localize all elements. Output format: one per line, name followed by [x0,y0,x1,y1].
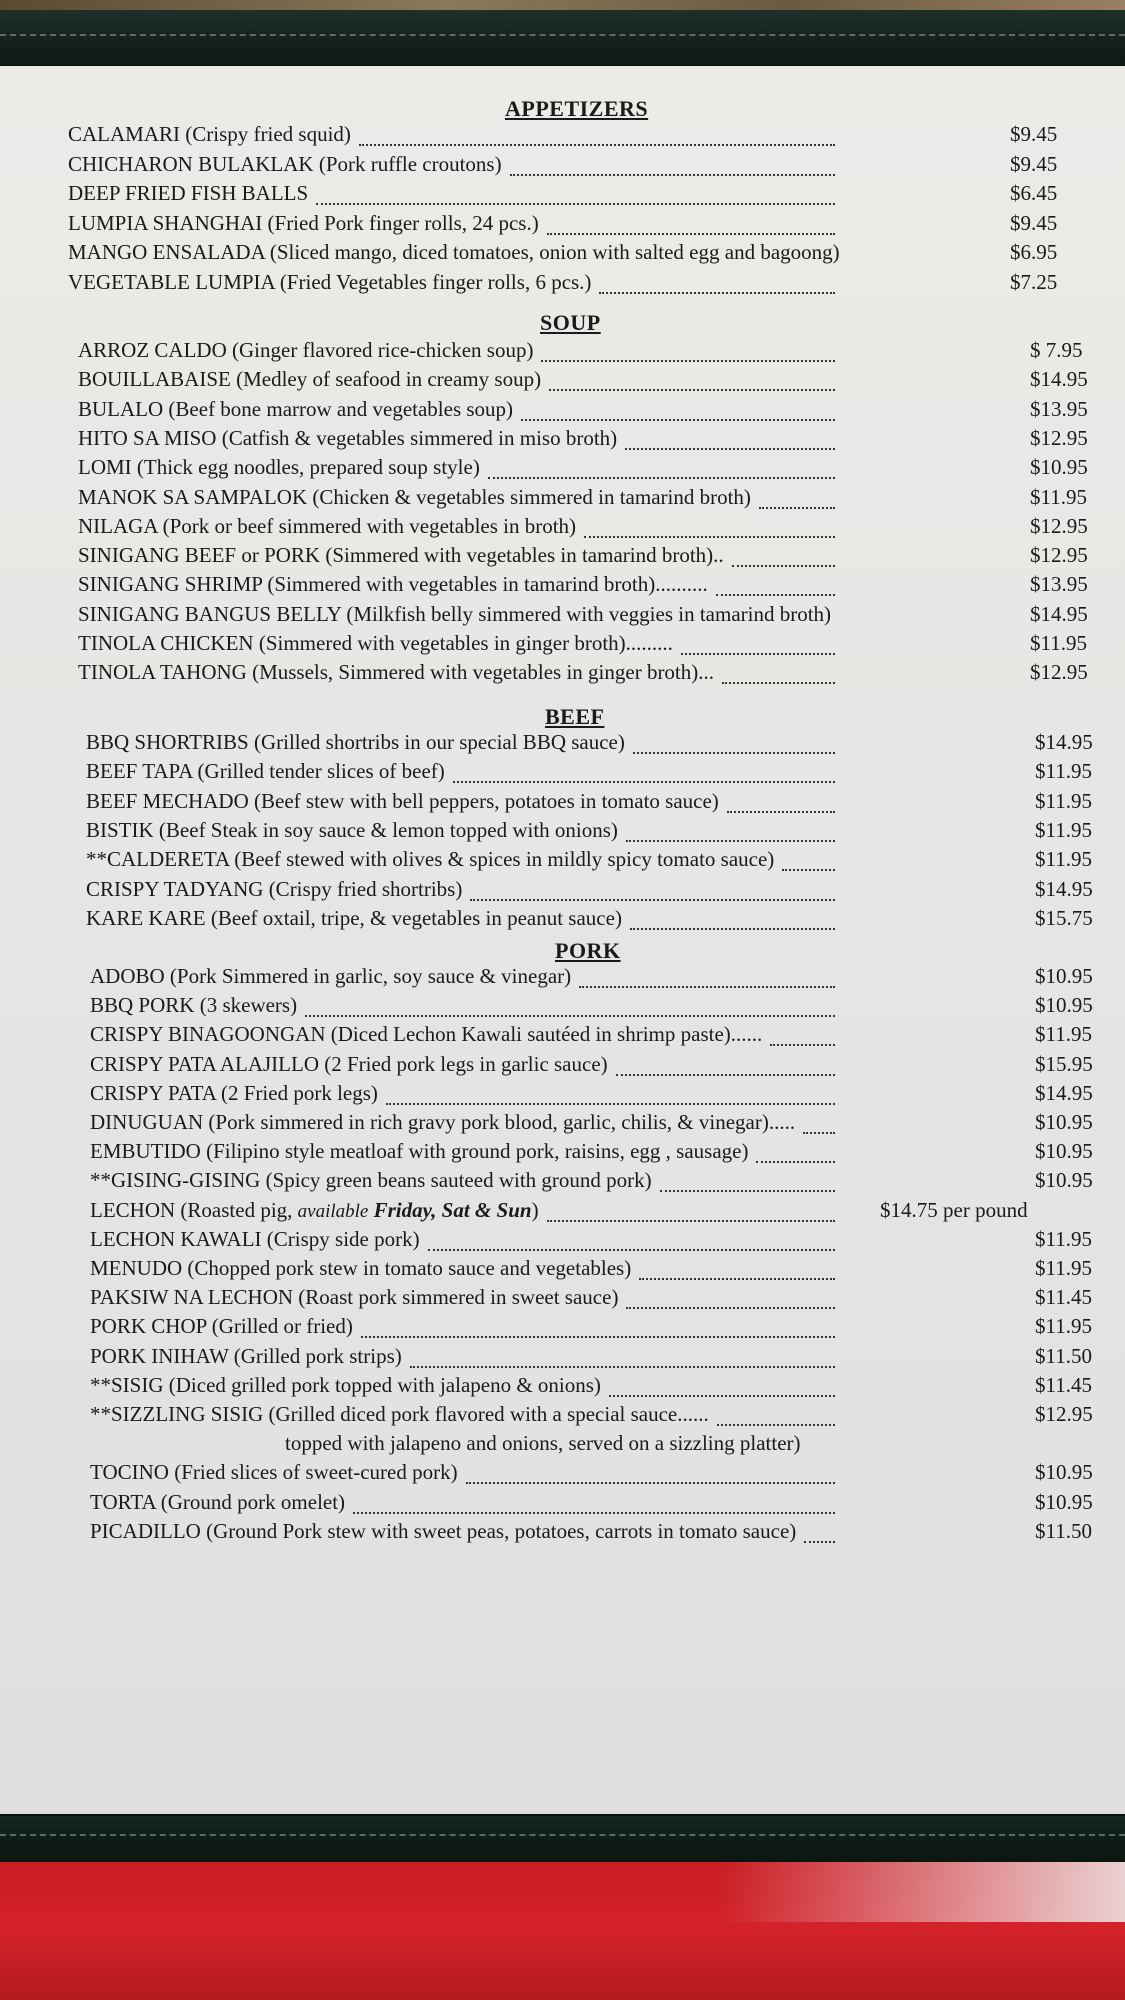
item-details: (Crispy fried shortribs) [268,876,463,901]
item-name: EMBUTIDO [90,1139,201,1164]
item-description [90,1139,748,1164]
menu-item [78,397,1110,425]
stitching [0,34,1125,36]
item-description [68,270,591,295]
item-description [78,543,724,568]
item-name: MENUDO [90,1256,183,1280]
item-description [78,514,576,539]
menu-item [90,1227,1115,1255]
item-name: BEEF MECHADO [86,788,249,813]
dot-leader [660,1168,835,1192]
item-name: TINOLA CHICKEN [78,631,254,655]
item-details: (Pork Simmered in garlic, soy sauce & vinegar) [169,964,572,988]
dot-leader [804,1519,835,1543]
item-description [86,877,462,902]
item-name: CRISPY PATA ALAJILLO [90,1051,319,1076]
item-price: $11.95 [1035,759,1092,784]
item-details: (Crispy side pork) [266,1226,420,1251]
item-price: $10.95 [1035,1110,1093,1134]
item-description [90,1285,618,1310]
item-name: VEGETABLE LUMPIA [68,269,275,294]
dot-leader [305,993,835,1017]
item-name: **GISING-GISING [90,1168,261,1193]
item-price: $11.95 [1035,847,1092,872]
item-description [90,1256,631,1281]
item-details: (Sliced mango, diced tomatoes, onion with salted egg and bagoong) [269,240,840,264]
menu-item [90,1314,1115,1342]
menu-content [0,66,1125,1816]
item-name: CHICHARON BULAKLAK [68,151,314,176]
item-details: (Diced Lechon Kawali sautéed in shrimp paste)...... [330,1022,763,1047]
dot-leader [626,1285,835,1309]
item-description [90,1373,601,1398]
dot-leader [717,1402,835,1426]
menu-item [78,543,1110,571]
item-details: (Ground Pork stew with sweet peas, potatoes, carrots in tomato sauce) [206,1518,797,1543]
item-price: $10.95 [1035,1168,1093,1193]
menu-item [90,1344,1115,1372]
item-price: $10.95 [1035,1460,1093,1485]
menu-item [78,631,1110,659]
menu-item [86,789,1115,817]
item-description [78,602,831,627]
dot-leader [549,367,835,391]
item-details: (Grilled diced pork flavored with a special sauce...... [268,1402,709,1426]
item-price: $9.45 [1010,151,1058,176]
dot-leader [428,1227,835,1251]
item-details: (Pork simmered in rich gravy pork blood, garlic, chilis, & vinegar)..... [208,1110,796,1134]
item-description [86,789,719,814]
item-price: $12.95 [1030,513,1088,538]
item-description [90,964,571,989]
item-price: $11.95 [1035,1256,1092,1280]
item-price: $11.95 [1035,1314,1092,1339]
item-name: **CALDERETA [86,847,229,872]
item-name: TOCINO [90,1460,169,1485]
item-name: DINUGUAN [90,1110,204,1134]
item-price: $15.75 [1035,905,1093,930]
item-description [78,338,533,363]
item-name: LOMI [78,455,132,480]
item-name: KARE KARE [86,905,206,930]
menu-item [78,660,1110,688]
dot-leader [584,514,835,538]
item-name: TORTA [90,1489,156,1514]
item-details: (Beef Steak in soy sauce & lemon topped with onions) [158,817,618,842]
availability-days: Friday, Sat & Sun [373,1197,532,1222]
item-description [78,660,714,685]
section-title: APPETIZERS [505,96,649,121]
item-name: BOUILLABAISE [78,367,231,392]
dot-leader [616,1052,835,1076]
item-name: **SISIG [90,1372,164,1397]
item-name: BBQ PORK [90,993,195,1018]
item-price: $14.95 [1030,367,1088,392]
dot-leader [732,543,835,567]
item-description [78,397,513,422]
dot-leader [759,485,835,509]
item-name: ADOBO [90,964,165,988]
item-price: $14.95 [1035,876,1093,901]
item-details: (Diced grilled pork topped with jalapeno & onions) [168,1372,601,1397]
item-details: (Simmered with vegetables in tamarind broth).. [325,543,724,568]
availability-note: available [297,1200,369,1222]
menu-page [0,66,1125,1816]
item-price: $11.95 [1035,1022,1092,1047]
item-price: $14.95 [1035,730,1093,754]
item-description [90,1081,378,1106]
item-details: (Catfish & vegetables simmered in miso broth) [221,425,618,450]
dot-leader [488,455,835,479]
item-description [90,1022,762,1047]
dot-leader [625,426,835,450]
menu-item [90,1110,1115,1138]
item-description [68,181,308,206]
item-name: CRISPY BINAGOONGAN [90,1022,326,1047]
menu-item [90,1081,1115,1109]
item-price: $12.95 [1030,543,1088,568]
menu-item [86,877,1115,905]
menu-item [90,1490,1115,1518]
menu-item [68,211,1090,239]
item-price: $6.45 [1010,181,1058,205]
menu-cover-bottom-edge [0,1814,1125,1866]
dot-leader [361,1314,835,1338]
item-details: (Grilled shortribs in our special BBQ sauce) [253,730,625,754]
item-name: MANOK SA SAMPALOK [78,484,308,509]
item-price: $10.95 [1035,993,1093,1018]
dot-leader [359,122,835,146]
item-name: MANGO ENSALADA [68,240,265,264]
item-name: PAKSIW NA LECHON [90,1285,294,1310]
item-description [90,1198,539,1223]
item-price: $11.95 [1035,817,1092,842]
dot-leader [639,1256,835,1280]
item-price: $12.95 [1030,660,1088,685]
item-name: **SIZZLING SISIG [90,1402,264,1426]
item-description [68,152,502,177]
item-price: $13.95 [1030,572,1088,597]
item-description [90,1402,709,1427]
item-details: (Spicy green beans sauteed with ground pork) [265,1168,652,1193]
item-name: CALAMARI [68,122,181,146]
item-details: (Crispy fried squid) [185,122,351,146]
item-name: LUMPIA SHANGHAI [68,210,263,235]
item-price: $ 7.95 [1030,338,1083,362]
item-description [90,1110,795,1135]
item-details: (2 Fried pork legs in garlic sauce) [324,1051,608,1076]
menu-item [78,485,1110,513]
item-name: ARROZ CALDO [78,338,227,362]
item-description [78,485,751,510]
item-price: $9.45 [1010,210,1058,235]
menu-item [68,240,1090,268]
item-name: SINIGANG SHRIMP [78,572,263,597]
item-details: (Roast pork simmered in sweet sauce) [298,1285,619,1310]
item-description [78,367,541,392]
menu-item [90,1168,1115,1196]
item-details: (Pork ruffle croutons) [318,151,502,176]
menu-item [86,818,1115,846]
menu-item [86,906,1115,934]
item-details: (Beef oxtail, tripe, & vegetables in peanut sauce) [210,905,622,930]
menu-item [86,847,1115,875]
item-details: (Ground pork omelet) [160,1489,346,1514]
menu-item [90,1285,1115,1313]
item-name: SINIGANG BANGUS BELLY [78,601,342,626]
menu-item [90,1402,1115,1430]
dot-leader [716,572,835,596]
item-description [86,847,774,872]
item-name: CRISPY PATA [90,1080,216,1105]
item-details: (Fried Pork finger rolls, 24 pcs.) [267,210,539,235]
item-description [86,818,618,843]
menu-item [90,1519,1115,1547]
item-details: (Beef bone marrow and vegetables soup) [168,396,514,421]
menu-item [68,152,1090,180]
menu-item [90,1373,1115,1401]
menu-item [68,122,1090,150]
menu-item [90,964,1115,992]
item-price: $11.95 [1030,631,1087,655]
item-description [78,426,617,451]
item-details: (Beef stewed with olives & spices in mildly spicy tomato sauce) [234,847,775,872]
item-price: $14.95 [1030,601,1088,626]
menu-item [78,572,1110,600]
item-details: (Medley of seafood in creamy soup) [236,367,542,392]
dot-leader [541,338,835,362]
dot-leader [626,818,835,842]
menu-item [90,1256,1115,1284]
item-name: LECHON KAWALI [90,1226,262,1251]
item-description [78,455,480,480]
item-details: (Roasted pig, [180,1197,293,1222]
item-price: $11.50 [1035,1518,1092,1543]
item-details: (Grilled tender slices of beef) [197,759,445,784]
dot-leader [756,1139,835,1163]
menu-item [90,1460,1115,1488]
item-description [90,1168,652,1193]
item-description [68,122,351,147]
dot-leader [609,1373,835,1397]
item-name: HITO SA MISO [78,425,217,450]
item-name: DEEP FRIED FISH BALLS [68,181,309,205]
menu-item [78,514,1110,542]
item-name: SINIGANG BEEF or PORK [78,543,321,568]
dot-leader [353,1490,835,1514]
item-description [90,1052,608,1077]
item-price: $11.95 [1030,484,1087,509]
dot-leader [579,964,835,988]
item-description [78,631,673,656]
item-description [90,1344,402,1369]
item-details: (Milkfish belly simmered with veggies in tamarind broth) [346,601,832,626]
dot-leader [630,906,835,930]
section-title: BEEF [545,704,605,729]
dot-leader [466,1460,835,1484]
item-name: BULALO [78,396,164,421]
item-description [90,1519,796,1544]
item-price: $11.45 [1035,1285,1092,1310]
menu-item [90,993,1115,1021]
item-price: $9.45 [1010,122,1058,146]
item-details: (Simmered with vegetables in ginger broth)......... [258,631,673,655]
menu-item [90,1139,1115,1167]
dot-leader [510,152,835,176]
menu-item [68,270,1090,298]
item-details: (Fried Vegetables finger rolls, 6 pcs.) [279,269,592,294]
item-details: (Filipino style meatloaf with ground pork, raisins, egg , sausage) [206,1139,749,1164]
item-details-continued: topped with jalapeno and onions, served on a sizzling platter) [285,1431,801,1456]
section-title: PORK [555,938,621,963]
item-description [90,993,297,1018]
item-price: $14.95 [1035,1080,1093,1105]
dot-leader [470,877,835,901]
menu-item [78,367,1110,395]
item-name: PORK CHOP [90,1314,207,1339]
menu-item [86,759,1115,787]
item-details: (Fried slices of sweet-cured pork) [174,1460,458,1485]
item-price: $14.75 per pound [880,1197,1028,1222]
item-name: TINOLA TAHONG [78,660,247,685]
dot-leader [681,631,835,655]
item-price: $12.95 [1035,1402,1093,1426]
item-price: $6.95 [1010,240,1058,264]
menu-item [86,730,1115,758]
menu-item [78,338,1110,366]
item-price: $10.95 [1030,455,1088,480]
menu-item [78,602,1110,630]
dot-leader [722,660,835,684]
item-name: BEEF TAPA [86,759,193,784]
item-details: (Chopped pork stew in tomato sauce and vegetables) [187,1256,632,1280]
dot-leader [453,759,835,783]
item-description [90,1227,420,1252]
item-name: PORK INIHAW [90,1343,229,1368]
item-name: NILAGA [78,513,158,538]
item-description [78,572,708,597]
item-details: (Ginger flavored rice-chicken soup) [232,338,534,362]
item-price: $12.95 [1030,425,1088,450]
item-price: $10.95 [1035,1489,1093,1514]
dot-leader [770,1022,835,1046]
dot-leader [547,211,835,235]
item-description [68,211,539,236]
item-description [86,730,625,755]
menu-cover-top-edge [0,10,1125,70]
menu-item [90,1022,1115,1050]
dot-leader [633,730,835,754]
item-price: $11.95 [1035,788,1092,813]
dot-leader [386,1081,835,1105]
item-details: (Grilled pork strips) [233,1343,402,1368]
item-price: $11.95 [1035,1226,1092,1251]
item-details: (Mussels, Simmered with vegetables in ginger broth)... [252,660,715,685]
item-details: (Grilled or fried) [211,1314,353,1339]
item-name: CRISPY TADYANG [86,876,264,901]
dot-leader [547,1198,835,1222]
item-details: (Pork or beef simmered with vegetables in broth) [162,513,577,538]
item-details: (Thick egg noodles, prepared soup style) [136,455,480,480]
menu-item [90,1198,1115,1226]
menu-item [78,455,1110,483]
item-name: BBQ SHORTRIBS [86,730,249,754]
item-details: (3 skewers) [199,993,298,1018]
item-price: $11.45 [1035,1372,1092,1397]
dot-leader [727,789,835,813]
table-reflection [720,1862,1125,1922]
item-description [86,906,622,931]
dot-leader [521,397,835,421]
item-price: $10.95 [1035,1139,1093,1164]
menu-item [78,426,1110,454]
item-price: $15.95 [1035,1051,1093,1076]
item-price: $13.95 [1030,396,1088,421]
item-description [86,759,445,784]
dot-leader [803,1110,835,1134]
item-details: (Chicken & vegetables simmered in tamarind broth) [312,484,751,509]
item-description [90,1314,353,1339]
stitching [0,1834,1125,1836]
item-details: (Simmered with vegetables in tamarind broth).......... [267,572,708,597]
menu-item [90,1052,1115,1080]
item-price: $7.25 [1010,269,1058,294]
item-name: PICADILLO [90,1518,201,1543]
dot-leader [410,1344,835,1368]
item-details: (Beef stew with bell peppers, potatoes in tomato sauce) [254,788,719,813]
dot-leader [599,270,835,294]
item-name: BISTIK [86,817,154,842]
item-price: $10.95 [1035,964,1093,988]
item-details: (2 Fried pork legs) [221,1080,378,1105]
item-description [90,1460,458,1485]
dot-leader [782,847,835,871]
menu-item [68,181,1090,209]
item-description [90,1490,345,1515]
dot-leader [316,181,835,205]
item-details-end: ) [531,1197,539,1222]
section-title: SOUP [540,310,601,335]
item-description [68,240,840,265]
item-price: $11.50 [1035,1343,1092,1368]
item-name: LECHON [90,1197,176,1222]
